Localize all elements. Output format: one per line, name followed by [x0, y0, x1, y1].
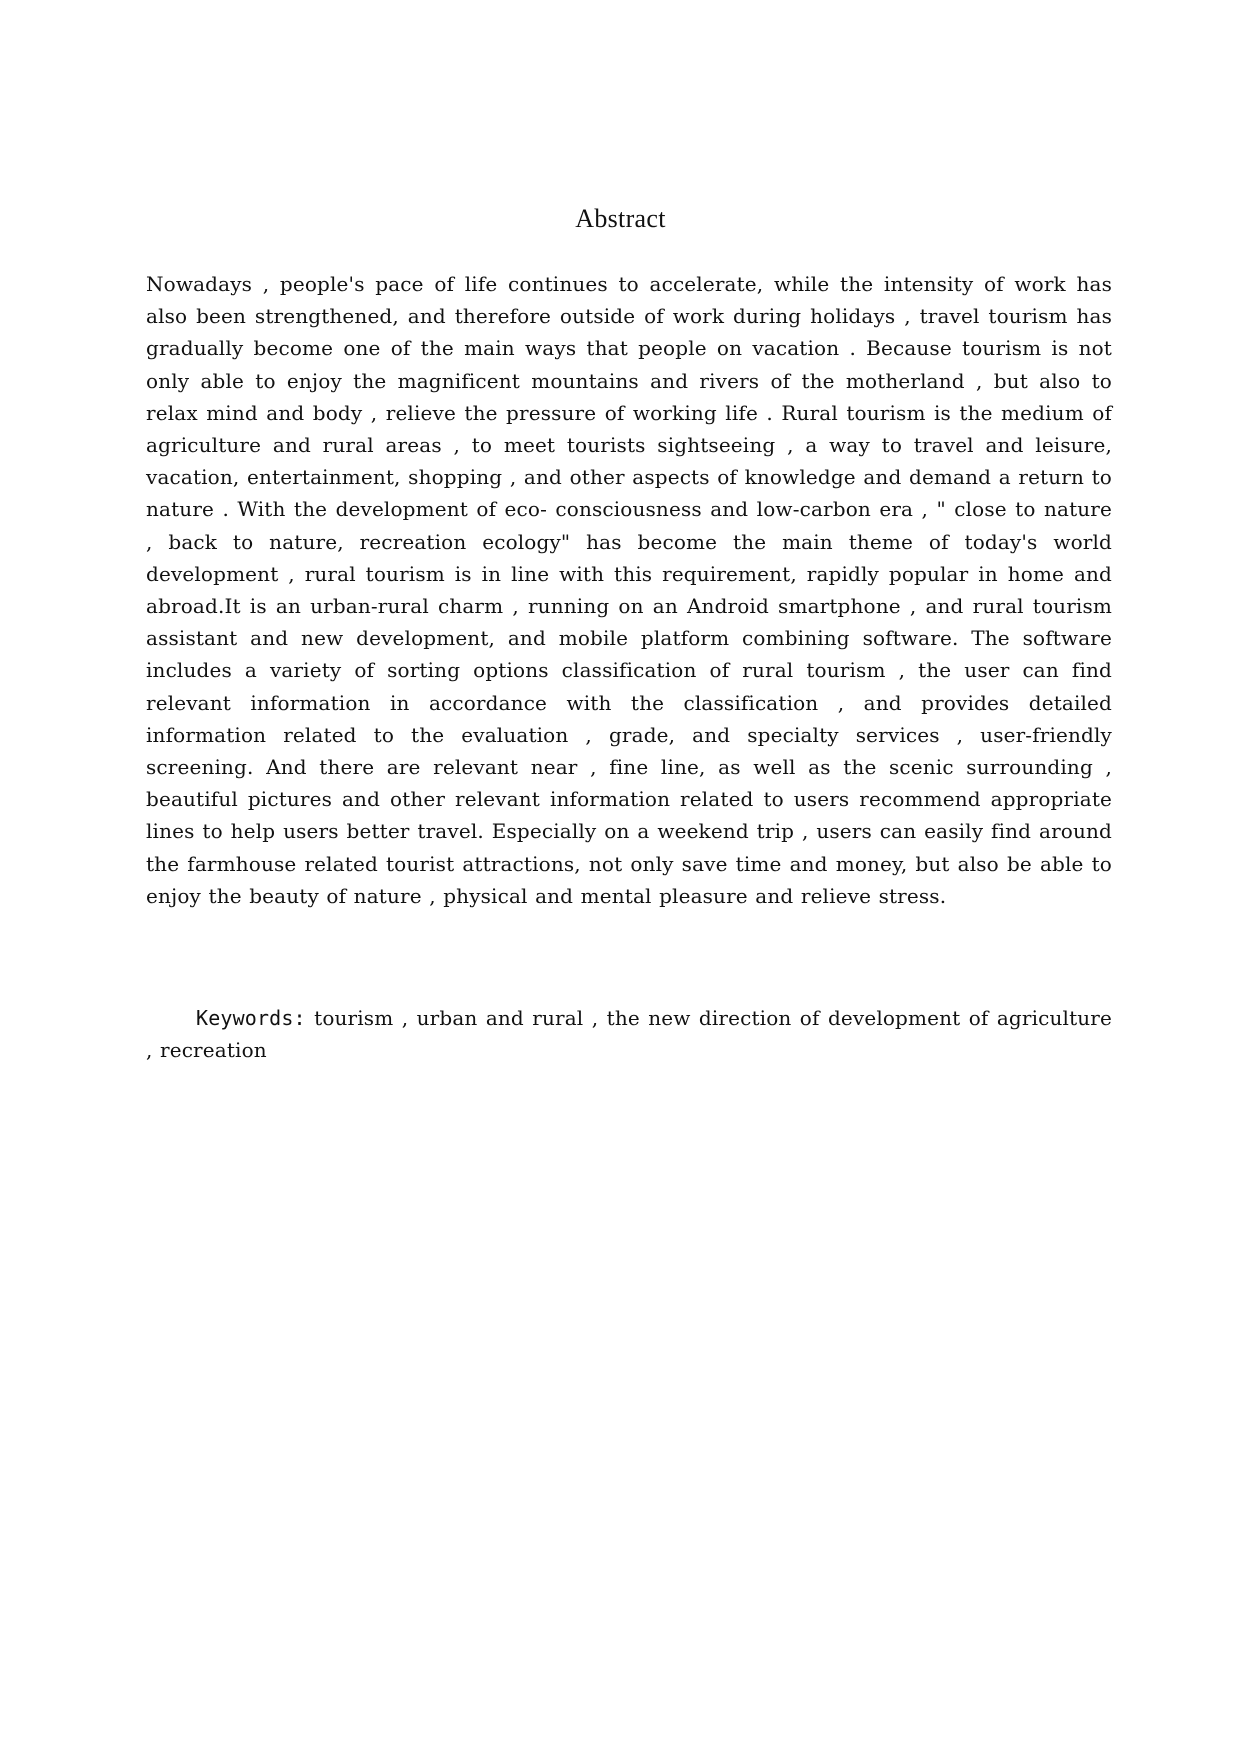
- keywords-text: tourism , urban and rural , the new direction of development of agriculture , recreation: [146, 1006, 1112, 1063]
- abstract-title: Abstract: [575, 204, 666, 233]
- abstract-body: Nowadays , people's pace of life continues to accelerate, while the intensity of work has also been strengthened, and therefore outside of work during holidays , travel tourism has gradually become one of the main ways that people on vacation . Because tourism is not only able to enjoy the magnificent mountains and rivers of the motherland , but also to relax mind and body , relieve the pressure of working life . Rural tourism is the medium of agriculture and rural areas , to meet tourists sightseeing , a way to travel and leisure, vacation, entertainment, shopping , and other aspects of knowledge and demand a return to nature . With the development of eco- consciousness and low-carbon era , " close to nature , back to nature, recreation ecology" has become the main theme of today's world development , rural tourism is in line with this requirement, rapidly popular in home and abroad.It is an urban-rural charm , running on an Android smartphone , and rural tourism assistant and new development, and mobile platform combining software. The software includes a variety of sorting options classification of rural tourism , the user can find relevant information in accordance with the classification , and provides detailed information related to the evaluation , grade, and specialty services , user-friendly screening. And there are relevant near , fine line, as well as the scenic surrounding , beautiful pictures and other relevant information related to users recommend appropriate lines to help users better travel. Especially on a weekend trip , users can easily find around the farmhouse related tourist attractions, not only save time and money, but also be able to enjoy the beauty of nature , physical and mental pleasure and relieve stress.: [146, 272, 1112, 908]
- keywords-paragraph: [146, 1002, 1112, 1066]
- keywords-label: Keywords:: [196, 1006, 306, 1030]
